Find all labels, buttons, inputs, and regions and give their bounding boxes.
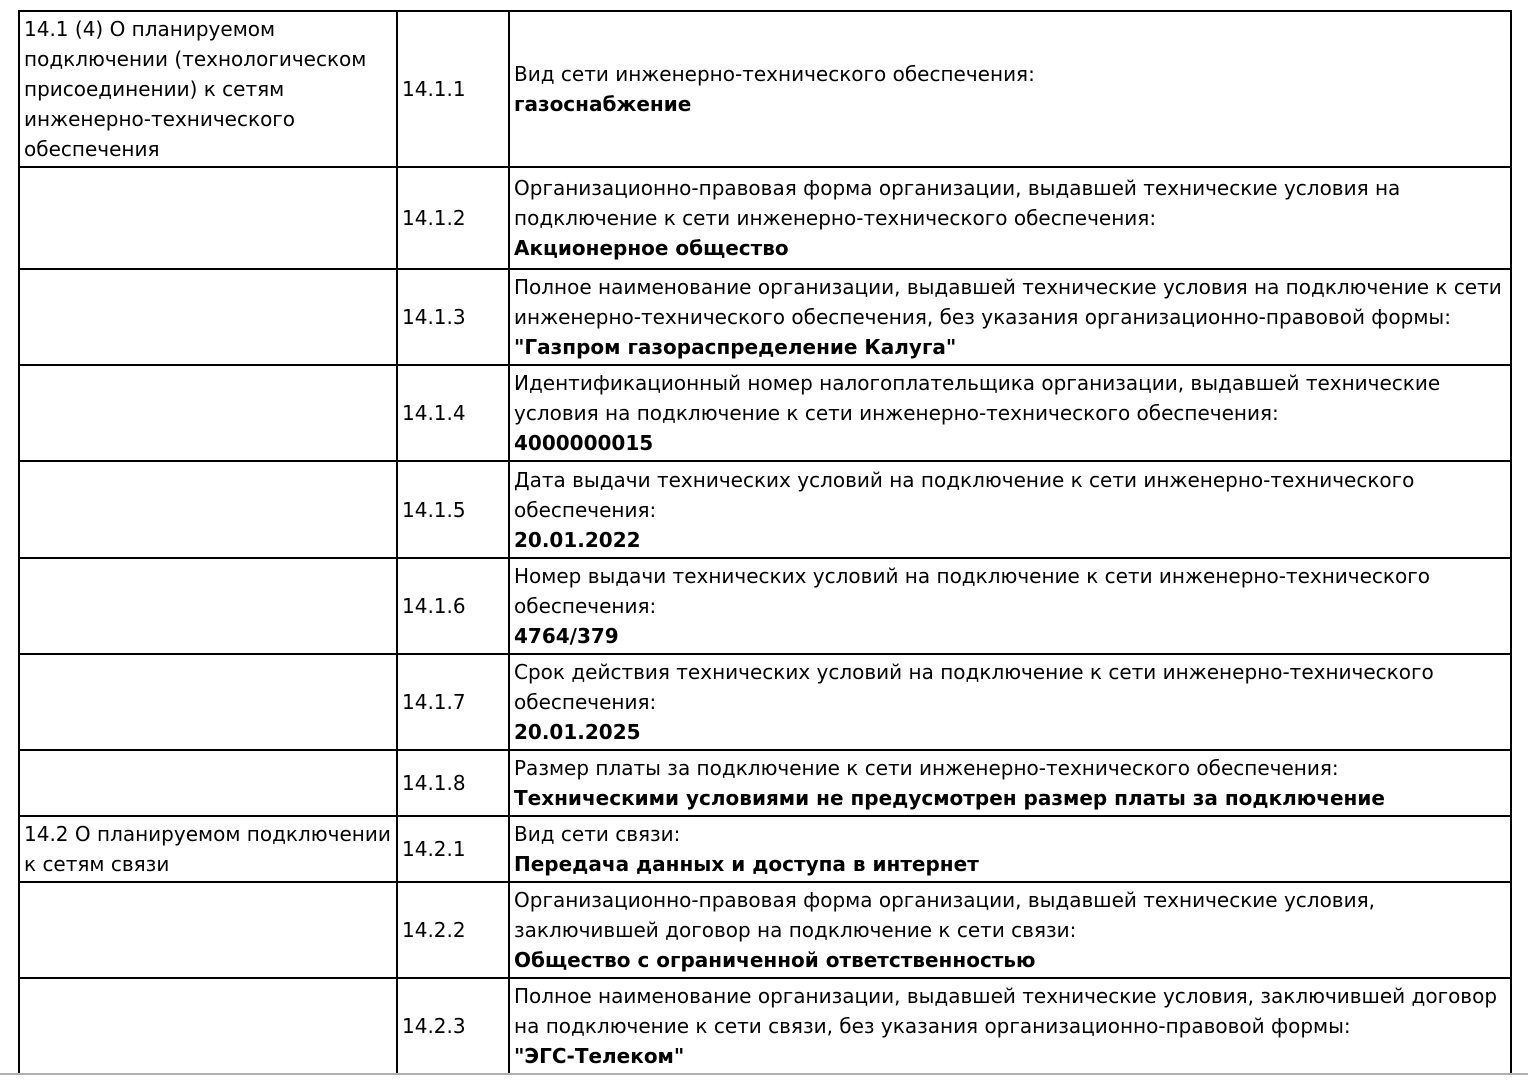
item-number: 14.1.6 [402,594,466,618]
section-title: 14.1 (4) О планируемом подключении (технологическом присоединении) к сетям инженерно-технического обеспечения [24,17,367,161]
table-row [19,461,1511,558]
field-value: 4000000015 [514,431,654,455]
table-row [19,882,1511,978]
section-cell [19,167,397,269]
item-number-cell [397,816,509,882]
field-value: Акционерное общество [514,236,789,260]
item-number-cell [397,461,509,558]
item-number: 14.1.5 [402,497,466,522]
item-number-cell [397,978,509,1074]
table-row [19,816,1511,882]
field-value: Техническими условиями не предусмотрен размер платы за подключение [514,786,1385,810]
content-cell [509,167,1511,269]
field-value: 4764/379 [514,624,619,648]
section-title: 14.2 О планируемом подключении к сетям связи [24,822,391,876]
section-cell [19,654,397,750]
field-label: Размер платы за подключение к сети инженерно-технического обеспечения: [514,756,1339,780]
content-cell [509,11,1511,167]
content-cell [509,654,1511,750]
field-label: Полное наименование организации, выдавшей технические условия, заключившей договор на подключение к сети связи, без указания организационно-правовой формы: [514,984,1498,1038]
item-number: 14.2.2 [402,918,466,942]
section-cell [19,816,397,882]
item-number: 14.1.7 [402,690,466,714]
field-label: Срок действия технических условий на подключение к сети инженерно-технического обеспечения: [514,660,1434,714]
content-cell [509,750,1511,816]
table-row [19,558,1511,654]
field-label: Вид сети инженерно-технического обеспечения: [514,62,1035,86]
table-row [19,654,1511,750]
table-row [19,365,1511,461]
item-number: 14.1.1 [402,77,466,101]
section-cell [19,882,397,978]
field-label: Дата выдачи технических условий на подключение к сети инженерно-технического обеспечения: [514,467,1415,522]
table-row [19,11,1511,167]
item-number: 14.2.1 [402,837,466,861]
table-row [19,978,1511,1074]
content-cell [509,978,1511,1074]
content-cell [509,558,1511,654]
declaration-table [18,10,1512,1075]
item-number: 14.1.4 [402,401,466,425]
item-number: 14.1.2 [402,206,466,230]
section-cell [19,269,397,365]
content-cell [509,816,1511,882]
field-label: Вид сети связи: [514,822,681,846]
item-number-cell [397,11,509,167]
field-label: Номер выдачи технических условий на подключение к сети инженерно-технического обеспечения: [514,564,1430,618]
section-cell [19,558,397,654]
field-value: "Газпром газораспределение Калуга" [514,335,957,359]
field-label: Организационно-правовая форма организации, выдавшей технические условия, заключившей договор на подключение к сети связи: [514,888,1375,942]
item-number: 14.2.3 [402,1014,466,1038]
section-cell [19,978,397,1074]
field-value: Передача данных и доступа в интернет [514,852,979,876]
content-cell [509,269,1511,365]
field-value: 20.01.2022 [514,527,641,552]
field-value: газоснабжение [514,92,692,116]
field-label: Идентификационный номер налогоплательщика организации, выдавшей технические условия на подключение к сети инженерно-технического обеспечения: [514,371,1441,425]
item-number-cell [397,750,509,816]
table-row [19,167,1511,269]
item-number: 14.1.8 [402,771,466,795]
section-cell [19,750,397,816]
section-cell [19,365,397,461]
item-number-cell [397,365,509,461]
content-cell [509,882,1511,978]
item-number-cell [397,654,509,750]
item-number-cell [397,167,509,269]
item-number-cell [397,558,509,654]
table-row [19,750,1511,816]
field-value: Общество с ограниченной ответственностью [514,948,1036,972]
page-break-line [0,1073,1528,1075]
section-cell [19,461,397,558]
content-cell [509,365,1511,461]
field-label: Организационно-правовая форма организации, выдавшей технические условия на подключение к сети инженерно-технического обеспечения: [514,176,1401,230]
field-value: 20.01.2025 [514,720,641,744]
field-label: Полное наименование организации, выдавшей технические условия на подключение к сети инженерно-технического обеспечения, без указания организационно-правовой формы: [514,275,1502,329]
section-cell [19,11,397,167]
item-number-cell [397,882,509,978]
field-value: "ЭГС-Телеком" [514,1044,685,1068]
item-number: 14.1.3 [402,305,466,329]
item-number-cell [397,269,509,365]
table-row [19,269,1511,365]
content-cell [509,461,1511,558]
